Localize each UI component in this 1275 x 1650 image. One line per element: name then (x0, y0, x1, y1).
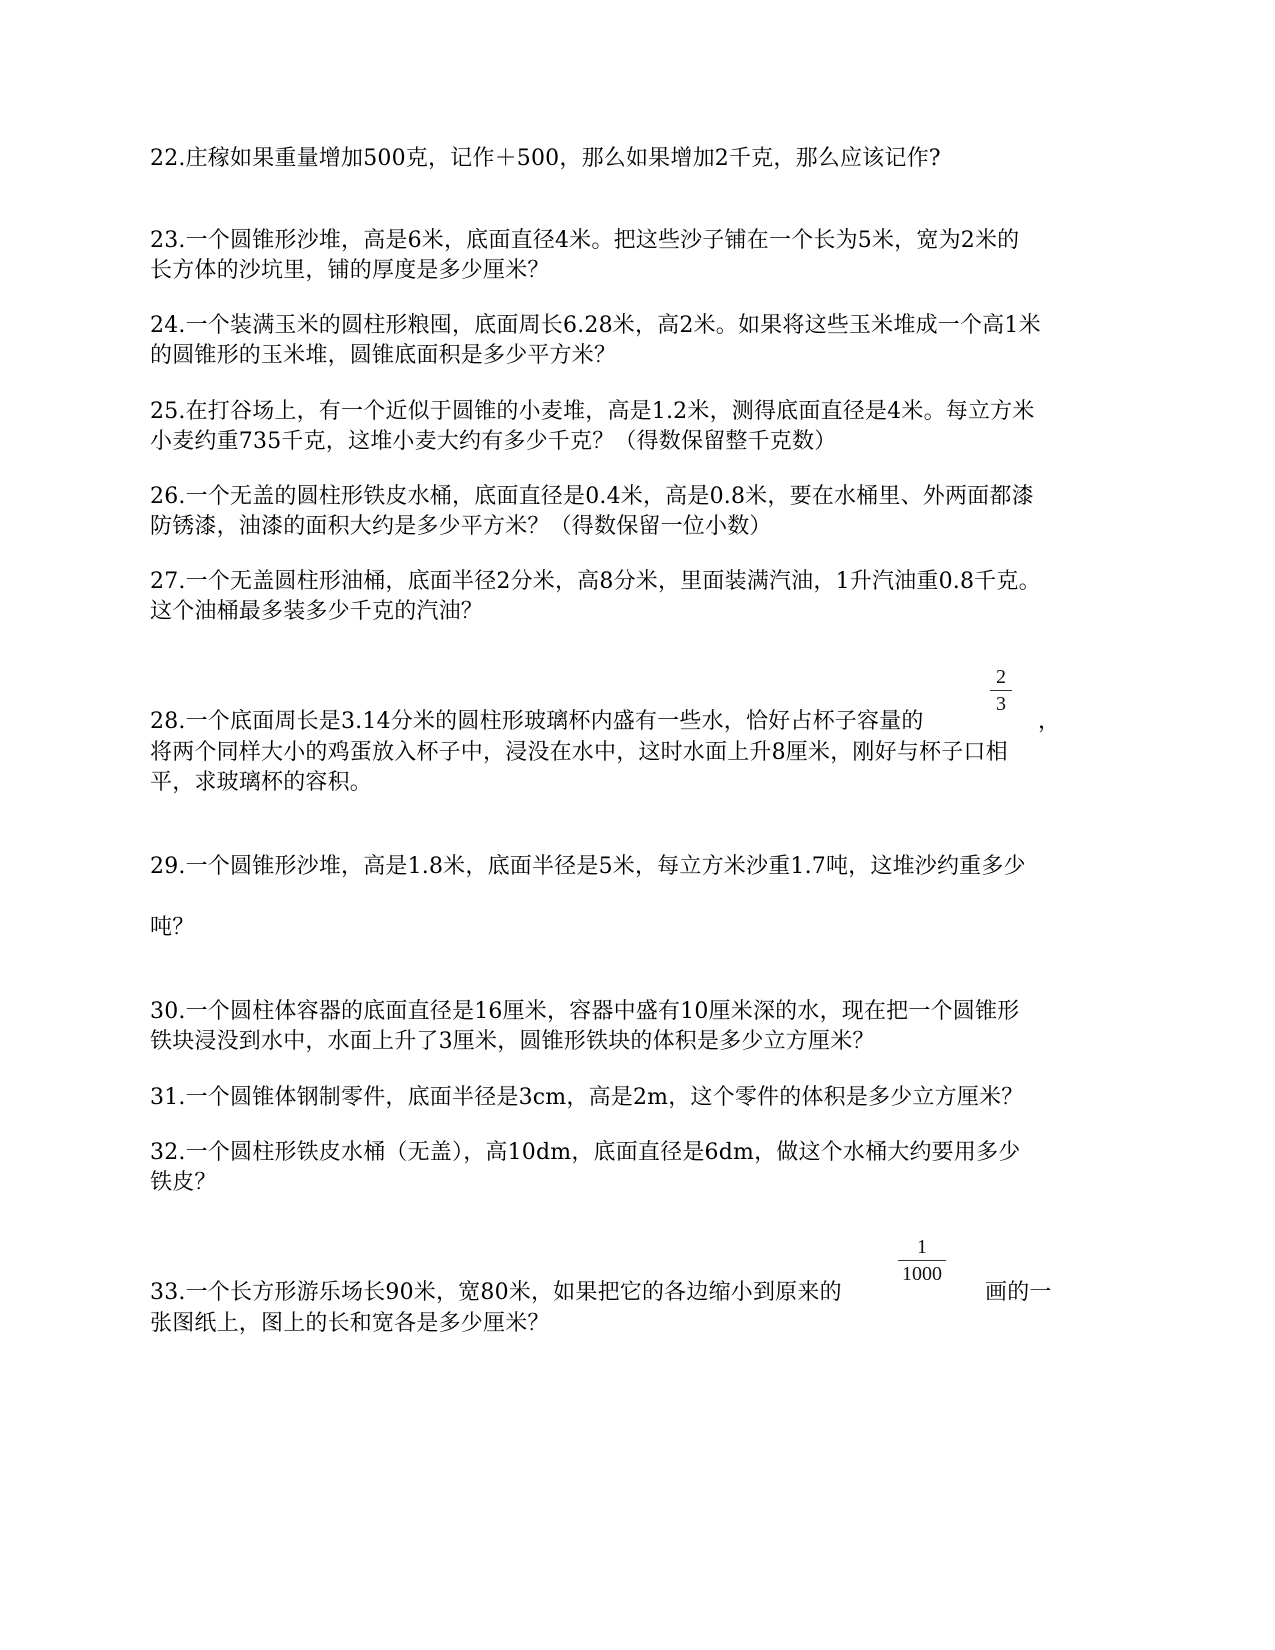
problem-27-line-2: 这个油桶最多装多少千克的汽油？ (150, 599, 484, 624)
problem-24-line-1: 24.一个装满玉米的圆柱形粮囤，底面周长6.28米，高2米。如果将这些玉米堆成一个高1米 (150, 313, 1041, 338)
fraction-one-thousandth (898, 1236, 946, 1285)
problem-23-line-2: 长方体的沙坑里，铺的厚度是多少厘米？ (150, 258, 550, 283)
problem-28-line-2: 将两个同样大小的鸡蛋放入杯子中，浸没在水中，这时水面上升8厘米，刚好与杯子口相 (150, 740, 1008, 765)
fraction-denominator: 3 (996, 693, 1006, 715)
problem-25-line-1: 25.在打谷场上，有一个近似于圆锥的小麦堆，高是1.2米，测得底面直径是4米。每立方米 (150, 399, 1035, 424)
fraction-bar (990, 690, 1012, 691)
problem-28-line-1-comma: ， (1038, 709, 1061, 734)
problem-33-line-2: 张图纸上，图上的长和宽各是多少厘米？ (150, 1311, 550, 1336)
fraction-numerator: 2 (996, 666, 1006, 688)
problem-32-line-2: 铁皮？ (150, 1170, 217, 1195)
problem-27-line-1: 27.一个无盖圆柱形油桶，底面半径2分米，高8分米，里面装满汽油，1升汽油重0.8千克。 (150, 569, 1041, 594)
problem-32-line-1: 32.一个圆柱形铁皮水桶（无盖），高10dm，底面直径是6dm，做这个水桶大约要用多少 (150, 1140, 1021, 1165)
problem-22-line-1: 22.庄稼如果重量增加500克，记作＋500，那么如果增加2千克，那么应该记作? (150, 146, 941, 171)
problem-25-line-2: 小麦约重735千克，这堆小麦大约有多少千克？（得数保留整千克数） (150, 429, 837, 454)
problem-23-line-1: 23.一个圆锥形沙堆，高是6米，底面直径4米。把这些沙子铺在一个长为5米，宽为2米的 (150, 228, 1020, 253)
problem-24-line-2: 的圆锥形的玉米堆，圆锥底面积是多少平方米？ (150, 343, 617, 368)
problem-29-line-1: 29.一个圆锥形沙堆，高是1.8米，底面半径是5米，每立方米沙重1.7吨，这堆沙约重多少 (150, 854, 1026, 879)
problem-30-line-2: 铁块浸没到水中，水面上升了3厘米，圆锥形铁块的体积是多少立方厘米？ (150, 1029, 875, 1054)
problem-33-line-1: 33.一个长方形游乐场长90米，宽80米，如果把它的各边缩小到原来的 (150, 1280, 842, 1305)
problem-31-line-1: 31.一个圆锥体钢制零件，底面半径是3cm，高是2m，这个零件的体积是多少立方厘米？ (150, 1085, 1024, 1110)
problem-28-line-1: 28.一个底面周长是3.14分米的圆柱形玻璃杯内盛有一些水，恰好占杯子容量的 (150, 709, 924, 734)
problem-26-line-1: 26.一个无盖的圆柱形铁皮水桶，底面直径是0.4米，高是0.8米，要在水桶里、外两面都漆 (150, 484, 1034, 509)
fraction-numerator: 1 (917, 1236, 927, 1258)
fraction-two-thirds (990, 666, 1012, 715)
problem-28-line-3: 平，求玻璃杯的容积。 (150, 770, 373, 795)
problem-33-line-1-tail: 画的一 (985, 1280, 1052, 1305)
problem-30-line-1: 30.一个圆柱体容器的底面直径是16厘米，容器中盛有10厘米深的水，现在把一个圆锥形 (150, 999, 1020, 1024)
fraction-denominator: 1000 (902, 1263, 942, 1285)
problem-29-line-2: 吨？ (150, 915, 195, 940)
problem-26-line-2: 防锈漆，油漆的面积大约是多少平方米？（得数保留一位小数） (150, 514, 772, 539)
fraction-bar (898, 1260, 946, 1261)
